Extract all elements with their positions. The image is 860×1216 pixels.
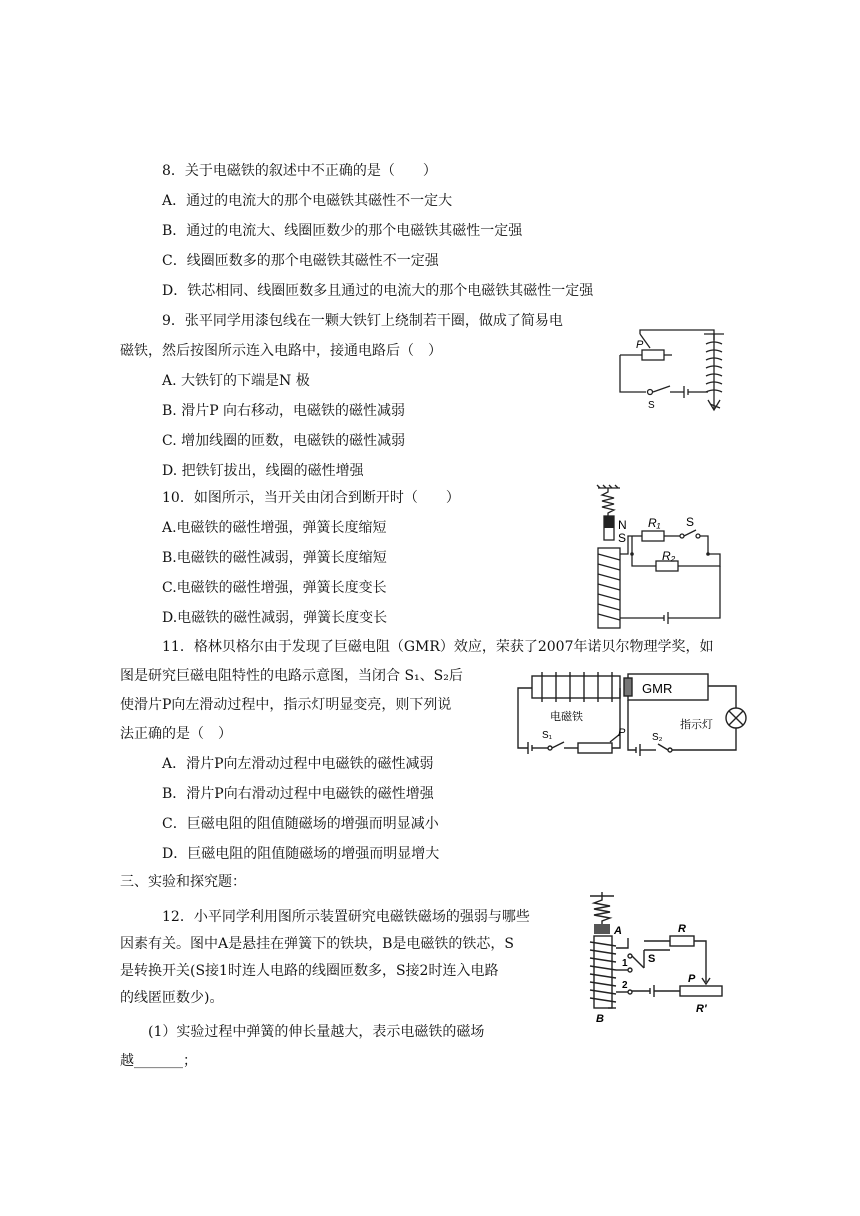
q12-stem-line1: 12．小平同学利用图所示装置研究电磁铁磁场的强弱与哪些 bbox=[162, 909, 530, 925]
q12-stem-line4: 的线匿匝数少)。 bbox=[120, 990, 224, 1006]
q11-stem-line3: 使滑片P向左滑动过程中，指示灯明显变亮，则下列说 bbox=[120, 697, 452, 713]
q10-option-a: A.电磁铁的磁性增强，弹簧长度缩短 bbox=[162, 520, 387, 536]
q12-stem-line3: 是转换开关(S接1时连人电路的线圈匝数多，S接2时连入电路 bbox=[120, 963, 499, 979]
q11-stem-line4: 法正确的是（ ） bbox=[120, 726, 232, 742]
q12-fig-label-b: B bbox=[596, 1013, 604, 1025]
q8-option-c: C．线圈匝数多的那个电磁铁其磁性不一定强 bbox=[162, 253, 439, 269]
q10-stem: 10．如图所示，当开关由闭合到断开时（ ） bbox=[162, 490, 460, 506]
q12-fig-label-s: S bbox=[648, 953, 656, 965]
q12-fig-label-a: A bbox=[614, 925, 622, 937]
q9-fig-label-s: S bbox=[648, 400, 655, 411]
q12-sub1-line2: 越_______； bbox=[120, 1053, 197, 1069]
q10-fig-label-r2: R₂ bbox=[662, 549, 676, 563]
q11-fig-label-s2: S₂ bbox=[652, 732, 663, 743]
q10-fig-label-s: S bbox=[618, 531, 627, 545]
q10-option-b: B.电磁铁的磁性减弱，弹簧长度缩短 bbox=[162, 550, 387, 566]
q12-fig-label-1: 1 bbox=[622, 958, 628, 969]
q11-option-b: B．滑片P向右滑动过程中电磁铁的磁性增强 bbox=[162, 786, 434, 802]
q10-option-d: D.电磁铁的磁性减弱，弹簧长度变长 bbox=[162, 610, 388, 626]
q11-option-d: D．巨磁电阻的阻值随磁场的增强而明显增大 bbox=[162, 846, 440, 862]
q9-option-a: A. 大铁钉的下端是N 极 bbox=[162, 373, 310, 389]
q10-fig-label-r1: R₁ bbox=[648, 516, 661, 530]
q8-option-d: D．铁芯相同、线圈匝数多且通过的电流大的那个电磁铁其磁性一定强 bbox=[162, 283, 594, 299]
q11-option-c: C．巨磁电阻的阻值随磁场的增强而明显减小 bbox=[162, 816, 439, 832]
q10-circuit-figure bbox=[590, 484, 740, 634]
q8-stem: 8．关于电磁铁的叙述中不正确的是（ ） bbox=[162, 163, 437, 179]
q10-magnet-north bbox=[604, 516, 614, 528]
q8-option-a: A．通过的电流大的那个电磁铁其磁性不一定大 bbox=[162, 193, 453, 209]
q10-option-c: C.电磁铁的磁性增强，弹簧长度变长 bbox=[162, 580, 387, 596]
q12-circuit-figure bbox=[584, 890, 730, 1026]
q11-fig-label-gmr: GMR bbox=[642, 681, 673, 696]
q11-stem-line1: 11．格林贝格尔由于发现了巨磁电阻（GMR）效应，荣获了2007年诺贝尔物理学奖，如 bbox=[162, 639, 714, 655]
q12-fig-label-2: 2 bbox=[622, 980, 628, 991]
q12-fig-label-r: R bbox=[678, 923, 686, 935]
q9-option-d: D. 把铁钉拔出，线圈的磁性增强 bbox=[162, 463, 364, 479]
q9-stem-line2: 磁铁，然后按图所示连入电路中，接通电路后（ ） bbox=[120, 343, 442, 359]
q10-fig-label-switch: S bbox=[686, 515, 695, 529]
q9-option-b: B. 滑片P 向右移动，电磁铁的磁性减弱 bbox=[162, 403, 406, 419]
q12-fig-label-p: P bbox=[688, 973, 696, 985]
section-3-heading: 三、实验和探究题： bbox=[120, 874, 246, 890]
q11-fig-label-p: P bbox=[618, 727, 626, 739]
q9-stem-line1: 9．张平同学用漆包线在一颗大铁钉上绕制若干圈，做成了简易电 bbox=[162, 313, 563, 329]
q12-sub1-line1: (1）实验过程中弹簧的伸长量越大，表示电磁铁的磁场 bbox=[148, 1024, 485, 1040]
q12-fig-label-rprime: R′ bbox=[696, 1003, 707, 1015]
q11-circuit-figure bbox=[512, 664, 752, 762]
q8-option-b: B．通过的电流大、线圈匝数少的那个电磁铁其磁性一定强 bbox=[162, 223, 523, 239]
q9-circuit-figure bbox=[612, 322, 742, 420]
q11-fig-label-electromagnet: 电磁铁 bbox=[550, 711, 583, 723]
q9-option-c: C. 增加线圈的匝数，电磁铁的磁性减弱 bbox=[162, 433, 406, 449]
q11-stem-line2: 图是研究巨磁电阻特性的电路示意图，当闭合 S₁、S₂后 bbox=[120, 668, 463, 684]
q10-fig-label-n: N bbox=[618, 518, 627, 532]
q11-fig-label-lamp: 指示灯 bbox=[680, 719, 713, 731]
q11-option-a: A．滑片P向左滑动过程中电磁铁的磁性减弱 bbox=[162, 756, 434, 772]
q9-fig-label-p: P bbox=[636, 339, 644, 351]
q12-stem-line2: 因素有关。图中A是悬挂在弹簧下的铁块，B是电磁铁的铁芯，S bbox=[120, 936, 514, 952]
q12-iron-block-a bbox=[594, 924, 610, 934]
q11-fig-label-s1: S₁ bbox=[542, 730, 553, 741]
